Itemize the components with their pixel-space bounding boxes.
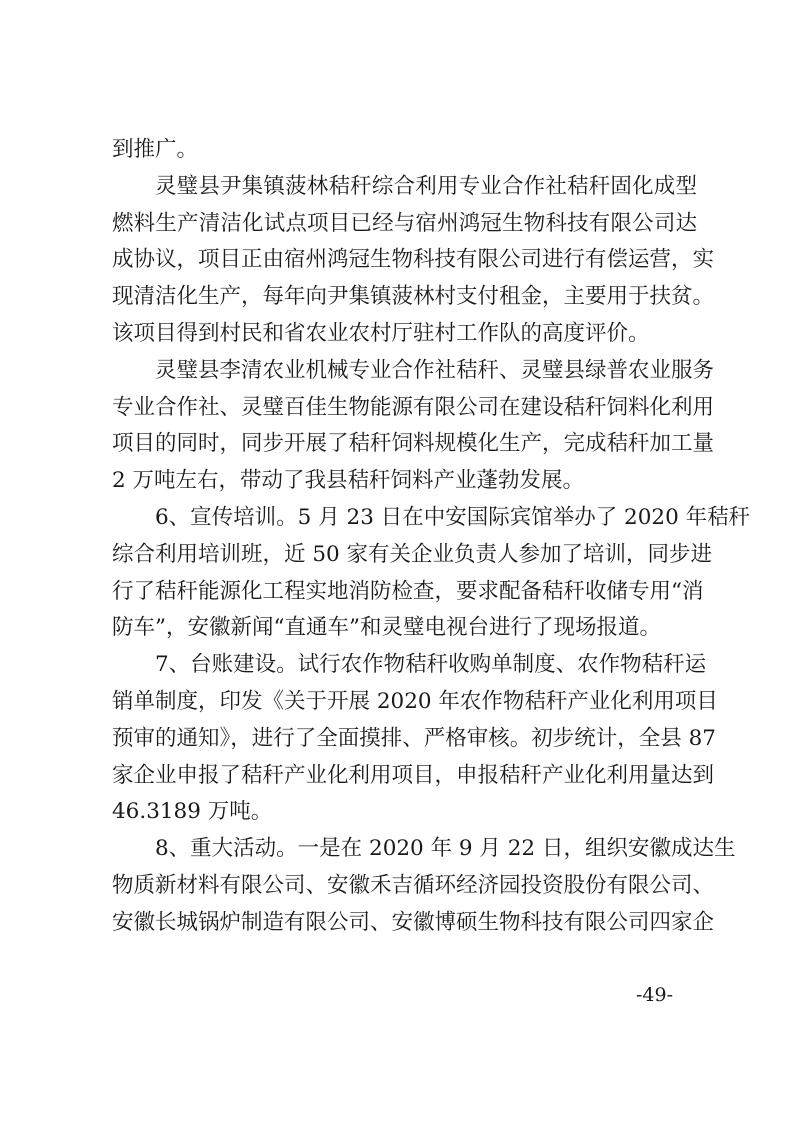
- text-line: 综合利用培训班，近 50 家有关企业负责人参加了培训，同步进: [112, 541, 713, 567]
- text-line: 2 万吨左右，带动了我县秸秆饲料产业蓬勃发展。: [112, 468, 585, 494]
- text-line: 灵璧县李清农业机械专业合作社秸秆、灵璧县绿普农业服务: [155, 357, 715, 383]
- text-line: 6、宣传培训。5 月 23 日在中安国际宾馆举办了 2020 年秸秆: [155, 504, 751, 530]
- text-line: 安徽长城锅炉制造有限公司、安徽博硕生物科技有限公司四家企: [112, 909, 715, 935]
- text-line: 该项目得到村民和省农业农村厅驻村工作队的高度评价。: [112, 320, 650, 346]
- paragraph-publicity-training: [112, 500, 751, 647]
- text-line: 行了秸秆能源化工程实地消防检查，要求配备秸秆收储专用“消: [112, 578, 704, 604]
- text-line: 家企业申报了秸秆产业化利用项目，申报秸秆产业化利用量达到: [112, 762, 715, 788]
- text-line: 物质新材料有限公司、安徽禾吉循环经济园投资股份有限公司、: [112, 872, 715, 898]
- page-body: [112, 132, 751, 942]
- text-line: 46.3189 万吨。: [112, 799, 273, 825]
- text-line: 到推广。: [112, 137, 199, 162]
- paragraph-major-events: [112, 831, 736, 941]
- paragraph-feed-projects: [112, 353, 715, 500]
- text-line: 现清洁化生产，每年向尹集镇菠林村支付租金，主要用于扶贫。: [112, 284, 715, 310]
- text-line: 8、重大活动。一是在 2020 年 9 月 22 日，组织安徽成达生: [155, 836, 736, 862]
- text-line: 灵璧县尹集镇菠林秸秆综合利用专业合作社秸秆固化成型: [155, 173, 697, 199]
- text-line: 燃料生产清洁化试点项目已经与宿州鸿冠生物科技有限公司达: [112, 210, 697, 236]
- paragraph-continued-promotion: [112, 132, 697, 169]
- text-line: 项目的同时，同步开展了秸秆饲料规模化生产，完成秸秆加工量: [112, 431, 715, 457]
- text-line: 防车”，安徽新闻“直通车”和灵璧电视台进行了现场报道。: [112, 615, 661, 641]
- text-line: 预审的通知》，进行了全面摸排、严格审核。初步统计，全县 87: [112, 725, 716, 751]
- page-number: -49-: [636, 984, 674, 1006]
- paragraph-ledger: [112, 647, 718, 831]
- paragraph-yinji-pilot: [112, 169, 715, 353]
- text-line: 专业合作社、灵璧百佳生物能源有限公司在建设秸秆饲料化利用: [112, 394, 715, 420]
- text-line: 7、台账建设。试行农作物秸秆收购单制度、农作物秸秆运: [155, 652, 707, 678]
- text-line: 成协议，项目正由宿州鸿冠生物科技有限公司进行有偿运营，实: [112, 247, 715, 273]
- text-line: 销单制度，印发《关于开展 2020 年农作物秸秆产业化利用项目: [112, 688, 718, 714]
